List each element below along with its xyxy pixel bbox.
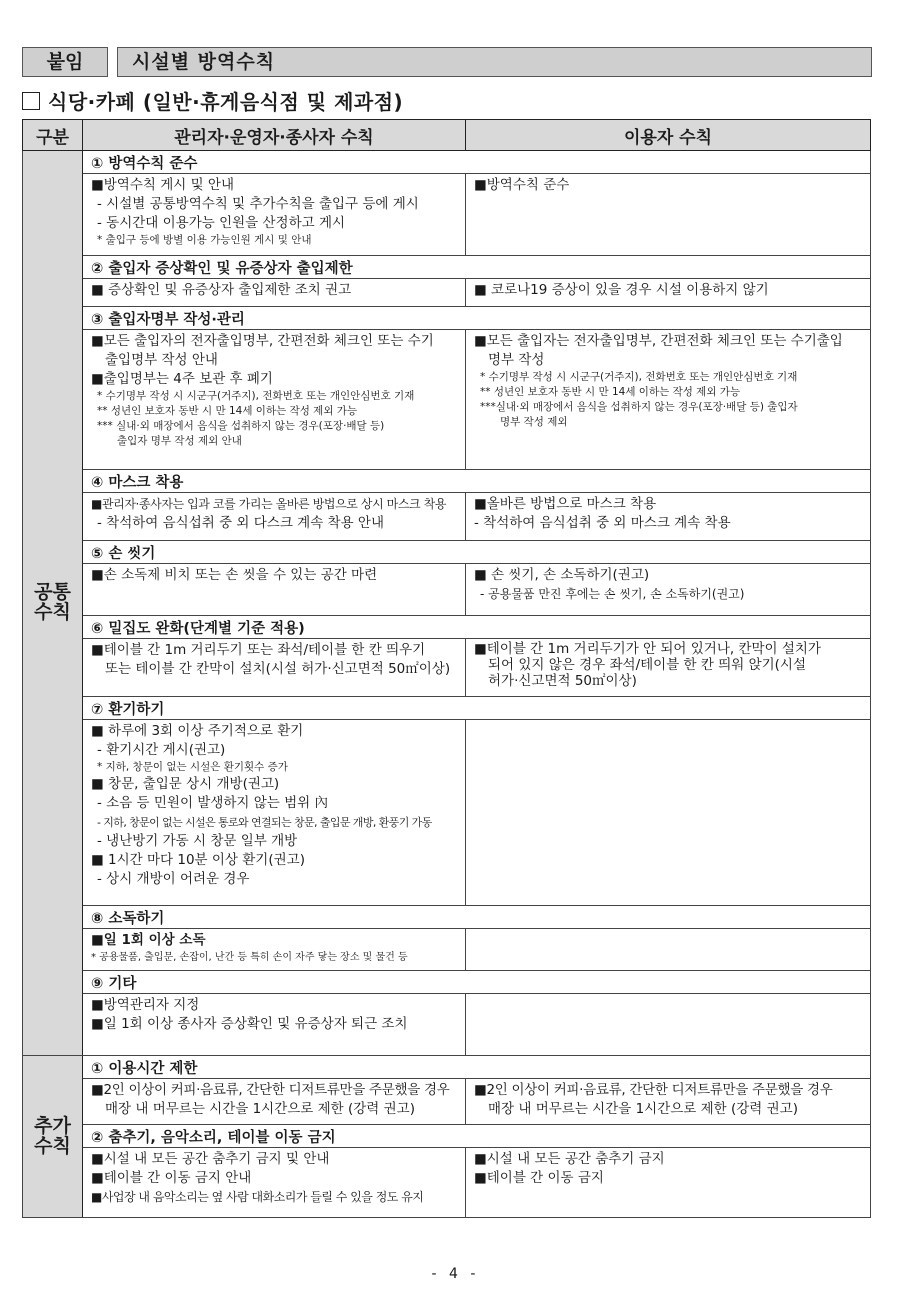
category-common-line1: 공통 [34, 581, 71, 604]
rule-note: *** 실내·외 매장에서 음식을 섭취하지 않는 경우(포장·배달 등) [97, 420, 385, 432]
rule-line: ■2인 이상이 커피·음료류, 간단한 디저트류만을 주문했을 경우 [474, 1082, 833, 1098]
rule-line: ■방역수칙 준수 [474, 177, 570, 193]
rule-line: 허가·신고면적 50㎡이상) [488, 673, 637, 689]
rule-note: * 공용물품, 출입문, 손잡이, 난간 등 특히 손이 자주 닿는 장소 및 물건 등 [91, 952, 408, 963]
manager-rule-cell [83, 1148, 466, 1218]
rule-note: * 지하, 창문이 없는 시설은 환기횟수 증가 [97, 761, 288, 773]
rule-line: ■방역수칙 게시 및 안내 [91, 177, 234, 193]
rule-line: ■ 증상확인 및 유증상자 출입제한 조치 권고 [91, 282, 352, 298]
manager-rule-cell [83, 279, 466, 307]
rule-line: ■테이블 간 1m 거리두기가 안 되어 있거나, 칸막이 설치가 [474, 641, 821, 657]
rule-line: ■ 창문, 출입문 상시 개방(권고) [91, 776, 280, 792]
section-title: ② 출입자 증상확인 및 유증상자 출입제한 [83, 256, 871, 279]
manager-rule-cell [83, 1079, 466, 1125]
user-rule-cell [466, 1079, 871, 1125]
rule-line: 매장 내 머무르는 시간을 1시간으로 제한 (강력 권고) [105, 1101, 415, 1117]
rule-note: 출입자 명부 작성 제외 안내 [117, 435, 242, 447]
section-title: ① 이용시간 제한 [83, 1056, 871, 1079]
rule-note: * 수기명부 작성 시 시군구(거주지), 전화번호 또는 개인안심번호 기재 [97, 390, 415, 402]
rule-note: * 수기명부 작성 시 시군구(거주지), 전화번호 또는 개인안심번호 기재 [480, 371, 798, 383]
rule-line: ■ 코로나19 증상이 있을 경우 시설 이용하지 않기 [474, 282, 769, 298]
manager-rule-cell [83, 564, 466, 616]
manager-rule-cell [83, 929, 466, 971]
manager-rule-cell [83, 330, 466, 470]
rule-line: 명부 작성 [488, 352, 545, 368]
rule-line: - 시설별 공통방역수칙 및 추가수칙을 출입구 등에 게시 [97, 196, 419, 212]
section-title: ⑧ 소독하기 [83, 906, 871, 929]
rule-line: - 공용물품 만진 후에는 손 씻기, 손 소독하기(권고) [480, 587, 745, 601]
user-rule-cell [466, 174, 871, 256]
rule-line: ■출입명부는 4주 보관 후 폐기 [91, 371, 273, 387]
section-title: ② 춤추기, 음악소리, 테이블 이동 금지 [83, 1125, 871, 1148]
user-rule-cell [466, 493, 871, 541]
rule-line: 되어 있지 않은 경우 좌석/테이블 한 칸 띄워 앉기(시설 [488, 657, 807, 673]
section-title-bar: 시설별 방역수칙 [117, 47, 872, 77]
rule-line: ■ 손 씻기, 손 소독하기(권고) [474, 567, 650, 583]
rule-line: ■올바른 방법으로 마스크 착용 [474, 496, 657, 512]
user-rule-cell [466, 564, 871, 616]
manager-rule-cell [83, 720, 466, 906]
user-rule-cell [466, 639, 871, 697]
section-title: ① 방역수칙 준수 [83, 151, 871, 174]
section-title: ③ 출입자명부 작성·관리 [83, 307, 871, 330]
manager-rule-cell [83, 994, 466, 1056]
manager-rule-cell [83, 493, 466, 541]
category-additional-rules [23, 1056, 83, 1218]
user-rule-cell [466, 1148, 871, 1218]
header-user-rules: 이용자 수칙 [466, 120, 871, 151]
rule-line: 매장 내 머무르는 시간을 1시간으로 제한 (강력 권고) [488, 1101, 798, 1117]
quarantine-rules-table [22, 119, 871, 1218]
rule-line: - 지하, 창문이 없는 시설은 통로와 연결되는 창문, 출입문 개방, 환풍기 가동 [97, 816, 432, 829]
rule-line: ■ 하루에 3회 이상 주기적으로 환기 [91, 723, 304, 739]
rule-line: ■모든 출입자는 전자출입명부, 간편전화 체크인 또는 수기출입 [474, 333, 843, 349]
section-title: ⑨ 기타 [83, 971, 871, 994]
section-title: ④ 마스크 착용 [83, 470, 871, 493]
rule-line: - 냉난방기 가동 시 창문 일부 개방 [97, 833, 298, 849]
header-category: 구분 [23, 120, 83, 151]
attachment-tag: 붙임 [22, 47, 108, 77]
rule-line: - 상시 개방이 어려운 경우 [97, 871, 250, 887]
rule-note: ***실내·외 매장에서 음식을 섭취하지 않는 경우(포장·배달 등) 출입자 [480, 401, 798, 413]
user-rule-cell-empty [466, 929, 871, 971]
rule-line: ■2인 이상이 커피·음료류, 간단한 디저트류만을 주문했을 경우 [91, 1082, 450, 1098]
document-title-text: 식당·카페 (일반·휴게음식점 및 제과점) [48, 90, 404, 114]
rule-line: - 환기시간 게시(권고) [97, 742, 226, 758]
header-manager-rules: 관리자·운영자·종사자 수칙 [83, 120, 466, 151]
rule-line: ■손 소독제 비치 또는 손 씻을 수 있는 공간 마련 [91, 567, 378, 583]
category-common-line2: 수칙 [34, 601, 71, 623]
user-rule-cell [466, 279, 871, 307]
rule-line: ■관리자·종사자는 입과 코를 가리는 올바른 방법으로 상시 마스크 착용 [91, 497, 447, 511]
user-rule-cell-empty [466, 720, 871, 906]
section-title: ⑦ 환기하기 [83, 697, 871, 720]
rule-line: ■일 1회 이상 종사자 증상확인 및 유증상자 퇴근 조치 [91, 1016, 408, 1032]
rule-line: ■일 1회 이상 소독 [91, 932, 206, 948]
rule-line: ■방역관리자 지정 [91, 997, 200, 1013]
table-header-row [23, 120, 871, 151]
rule-note: 명부 작성 제외 [500, 416, 568, 428]
manager-rule-cell [83, 639, 466, 697]
rule-line: 출입명부 작성 안내 [105, 352, 218, 368]
category-additional-line1: 추가 [34, 1114, 71, 1137]
rule-line: - 착석하여 음식섭취 중 외 마스크 계속 착용 [474, 515, 731, 531]
rule-note: ** 성년인 보호자 동반 시 만 14세 이하는 작성 제외 가능 [480, 386, 741, 398]
user-rule-cell [466, 330, 871, 470]
rule-line: ■모든 출입자의 전자출입명부, 간편전화 체크인 또는 수기 [91, 333, 434, 349]
rule-line: - 소음 등 민원이 발생하지 않는 범위 內 [97, 795, 328, 811]
document-title [22, 86, 403, 115]
section-title: ⑥ 밀집도 완화(단계별 기준 적용) [83, 616, 871, 639]
rule-line: - 착석하여 음식섭취 중 외 다스크 계속 착용 안내 [97, 515, 384, 531]
rule-line: 또는 테이블 간 칸막이 설치(시설 허가·신고면적 50㎡이상) [105, 661, 451, 677]
section-title: ⑤ 손 씻기 [83, 541, 871, 564]
category-common-rules [23, 151, 83, 1056]
category-additional-line2: 수칙 [34, 1134, 71, 1157]
checkbox-square-icon [22, 92, 40, 110]
rule-line: ■시설 내 모든 공간 춤추기 금지 및 안내 [91, 1151, 330, 1167]
user-rule-cell-empty [466, 994, 871, 1056]
rule-line: ■사업장 내 음악소리는 옆 사람 대화소리가 들릴 수 있을 정도 유지 [91, 1190, 424, 1204]
rule-line: ■테이블 간 1m 거리두기 또는 좌석/테이블 한 칸 띄우기 [91, 642, 426, 658]
rule-line: ■테이블 간 이동 금지 안내 [91, 1170, 252, 1186]
page-number: - 4 - [431, 1266, 480, 1282]
rule-line: - 동시간대 이용가능 인원을 산정하고 게시 [97, 215, 346, 231]
rule-note: * 출입구 등에 방별 이용 가능인원 게시 및 안내 [97, 234, 312, 246]
rule-line: ■테이블 간 이동 금지 [474, 1170, 604, 1186]
rule-line: ■시설 내 모든 공간 춤추기 금지 [474, 1151, 665, 1167]
rule-line: ■ 1시간 마다 10분 이상 환기(권고) [91, 852, 305, 868]
rule-note: ** 성년인 보호자 동반 시 만 14세 이하는 작성 제외 가능 [97, 405, 358, 417]
manager-rule-cell [83, 174, 466, 256]
